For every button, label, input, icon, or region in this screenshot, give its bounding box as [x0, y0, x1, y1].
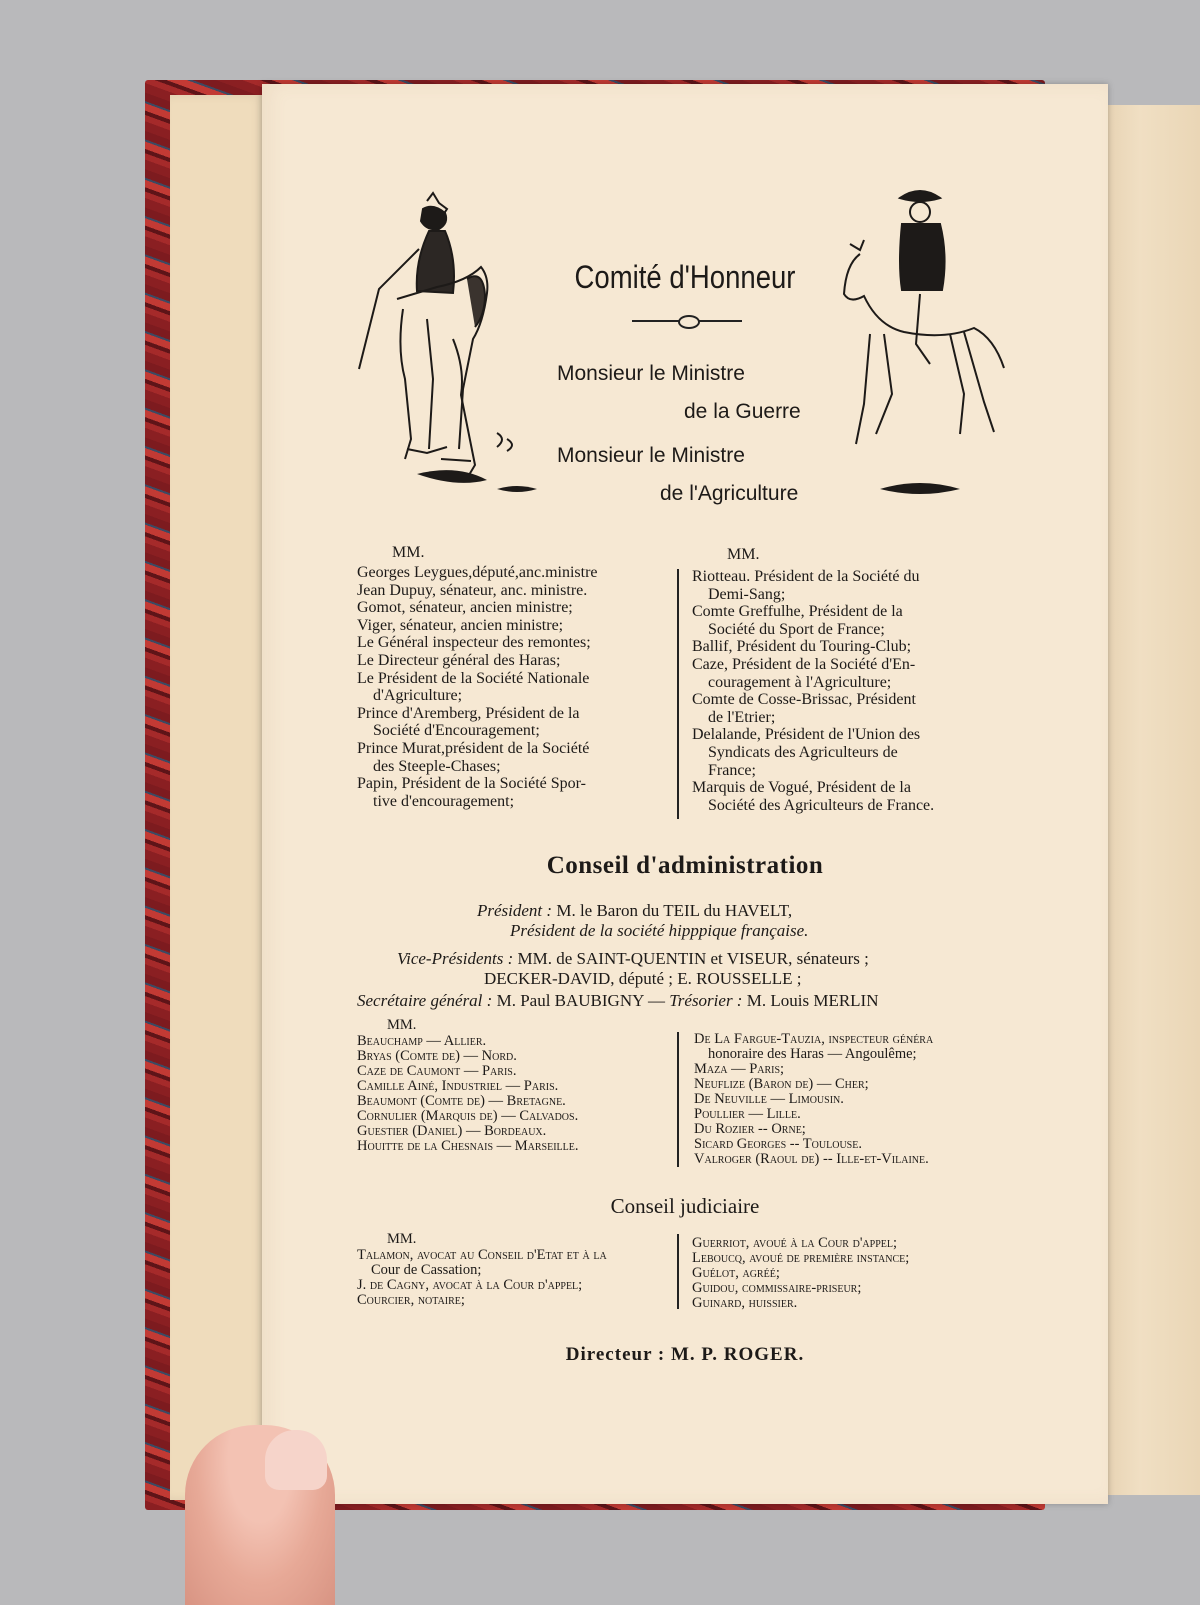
- list-item: Georges Leygues,député,anc.ministre: [357, 564, 598, 581]
- conseil-admin-title: Conseil d'administration: [546, 852, 824, 879]
- list-item: France;: [708, 761, 756, 779]
- list-item: Camille Ainé, Industriel — Paris.: [357, 1078, 559, 1094]
- list-item: Leboucq, avoué de première instance;: [692, 1250, 910, 1266]
- list-item: Comte de Cosse-Brissac, Président: [692, 691, 916, 709]
- list-item: Le Directeur général des Haras;: [357, 651, 561, 669]
- admin-members-right: [694, 1032, 1024, 1167]
- column-divider: [677, 1234, 679, 1309]
- list-item: Cornulier (Marquis de) — Calvados.: [357, 1108, 579, 1124]
- vice-presidents-line: [397, 950, 869, 968]
- column-divider: [677, 569, 679, 819]
- president-line: [477, 902, 792, 920]
- honor-line-2: de la Guerre: [684, 400, 801, 423]
- list-item: Du Rozier -- Orne;: [694, 1121, 806, 1137]
- list-item: Houitte de la Chesnais — Marseille.: [357, 1138, 579, 1154]
- left-members-list: [357, 564, 667, 810]
- list-item: Comte Greffulhe, Président de la: [692, 603, 903, 621]
- right-members-header: MM.: [727, 546, 760, 563]
- conseil-judiciaire-title: Conseil judiciaire: [610, 1194, 760, 1218]
- cavalry-officer-illustration: [357, 189, 547, 499]
- list-item: Beaumont (Comte de) — Bretagne.: [357, 1093, 566, 1109]
- list-item: Maza — Paris;: [694, 1061, 785, 1077]
- list-item: De Neuville — Limousin.: [694, 1091, 844, 1107]
- list-item: Guidou, commissaire-priseur;: [692, 1280, 862, 1296]
- honor-line-1: Monsieur le Ministre: [557, 362, 745, 385]
- president-title: Président de la société hipppique française.: [510, 921, 809, 940]
- left-members-header: MM.: [392, 544, 425, 561]
- comite-title: Comité d'Honneur: [574, 259, 796, 295]
- list-item: Guélot, agréé;: [692, 1265, 780, 1281]
- honor-line-4: de l'Agriculture: [660, 482, 799, 505]
- list-item: des Steeple-Chases;: [373, 757, 501, 775]
- list-item: Caze de Caumont — Paris.: [357, 1063, 517, 1079]
- book-page: [262, 84, 1108, 1504]
- list-item: Prince Murat,président de la Société: [357, 739, 590, 757]
- officer-on-horse-illustration: [840, 184, 1015, 504]
- list-item: Courcier, notaire;: [357, 1292, 465, 1308]
- list-item: Papin, Président de la Société Spor-: [357, 775, 586, 793]
- list-item: d'Agriculture;: [373, 687, 463, 705]
- vice-names: MM. de SAINT-QUENTIN et VISEUR, sénateurs ;: [517, 949, 869, 968]
- judiciaire-header: MM.: [387, 1231, 417, 1247]
- list-item: Poullier — Lille.: [694, 1106, 801, 1122]
- judiciaire-left: [357, 1248, 677, 1308]
- list-item: Le Général inspecteur des remontes;: [357, 634, 591, 652]
- director-line: Directeur : M. P. ROGER.: [565, 1344, 805, 1365]
- list-item: Le Président de la Société Nationale: [357, 669, 590, 687]
- list-item: Guerriot, avoué à la Cour d'appel;: [692, 1235, 898, 1251]
- list-item: tive d'encouragement;: [373, 792, 515, 810]
- president-name: M. le Baron du TEIL du HAVELT,: [556, 901, 793, 920]
- honor-line-3: Monsieur le Ministre: [557, 444, 745, 467]
- list-item: Marquis de Vogué, Président de la: [692, 779, 911, 797]
- list-item: Syndicats des Agriculteurs de: [708, 743, 898, 761]
- list-item: Valroger (Raoul de) -- Ille-et-Vilaine.: [694, 1151, 929, 1167]
- secretaire-label: Secrétaire général :: [357, 991, 493, 1010]
- vice-presidents-line-2: DECKER-DAVID, député ; E. ROUSSELLE ;: [484, 969, 802, 988]
- ornament-knot: [678, 315, 700, 329]
- secretaire-tresorier-line: [357, 992, 878, 1010]
- list-item: Prince d'Aremberg, Président de la: [357, 704, 580, 722]
- list-item: J. de Cagny, avocat à la Cour d'appel;: [357, 1277, 583, 1293]
- list-item: Sicard Georges -- Toulouse.: [694, 1136, 862, 1152]
- list-item: Riotteau. Président de la Société du: [692, 568, 920, 585]
- list-item: Gomot, sénateur, ancien ministre;: [357, 599, 573, 617]
- vice-label: Vice-Présidents :: [397, 949, 514, 968]
- right-members-list: [692, 568, 1022, 814]
- president-label: Président :: [477, 901, 553, 920]
- list-item: Viger, sénateur, ancien ministre;: [357, 616, 564, 634]
- list-item: Neuflize (Baron de) — Cher;: [694, 1076, 869, 1092]
- tresorier-name: M. Louis MERLIN: [746, 991, 879, 1010]
- list-item: Guinard, huissier.: [692, 1295, 798, 1311]
- judiciaire-right: [692, 1236, 1022, 1311]
- secretaire-name: M. Paul BAUBIGNY —: [496, 991, 666, 1010]
- list-item: Bryas (Comte de) — Nord.: [357, 1048, 517, 1064]
- list-item: Talamon, avocat au Conseil d'Etat et à la: [357, 1247, 607, 1263]
- list-item: Delalande, Président de l'Union des: [692, 726, 921, 744]
- list-item: Guestier (Daniel) — Bordeaux.: [357, 1123, 547, 1139]
- page-edges: [1100, 105, 1200, 1495]
- list-item: Ballif, Président du Touring-Club;: [692, 638, 912, 656]
- list-item: couragement à l'Agriculture;: [708, 673, 892, 691]
- admin-members-header: MM.: [387, 1017, 417, 1033]
- endpaper: [170, 95, 265, 1500]
- list-item: Société du Sport de France;: [708, 620, 885, 638]
- list-item: Caze, Président de la Société d'En-: [692, 655, 916, 673]
- thumbnail: [265, 1430, 327, 1490]
- list-item: Beauchamp — Allier.: [357, 1033, 487, 1049]
- admin-members-left: [357, 1034, 667, 1154]
- list-item: De La Fargue-Tauzia, inspecteur généra: [694, 1031, 934, 1047]
- column-divider: [677, 1032, 679, 1167]
- list-item: de l'Etrier;: [708, 708, 776, 726]
- list-item: Cour de Cassation;: [371, 1262, 482, 1278]
- list-item: Société des Agriculteurs de France.: [708, 796, 935, 814]
- tresorier-label: Trésorier :: [669, 991, 743, 1010]
- list-item: honoraire des Haras — Angoulême;: [708, 1046, 917, 1062]
- list-item: Société d'Encouragement;: [373, 722, 540, 740]
- list-item: Demi-Sang;: [708, 585, 786, 603]
- list-item: Jean Dupuy, sénateur, anc. ministre.: [357, 581, 588, 599]
